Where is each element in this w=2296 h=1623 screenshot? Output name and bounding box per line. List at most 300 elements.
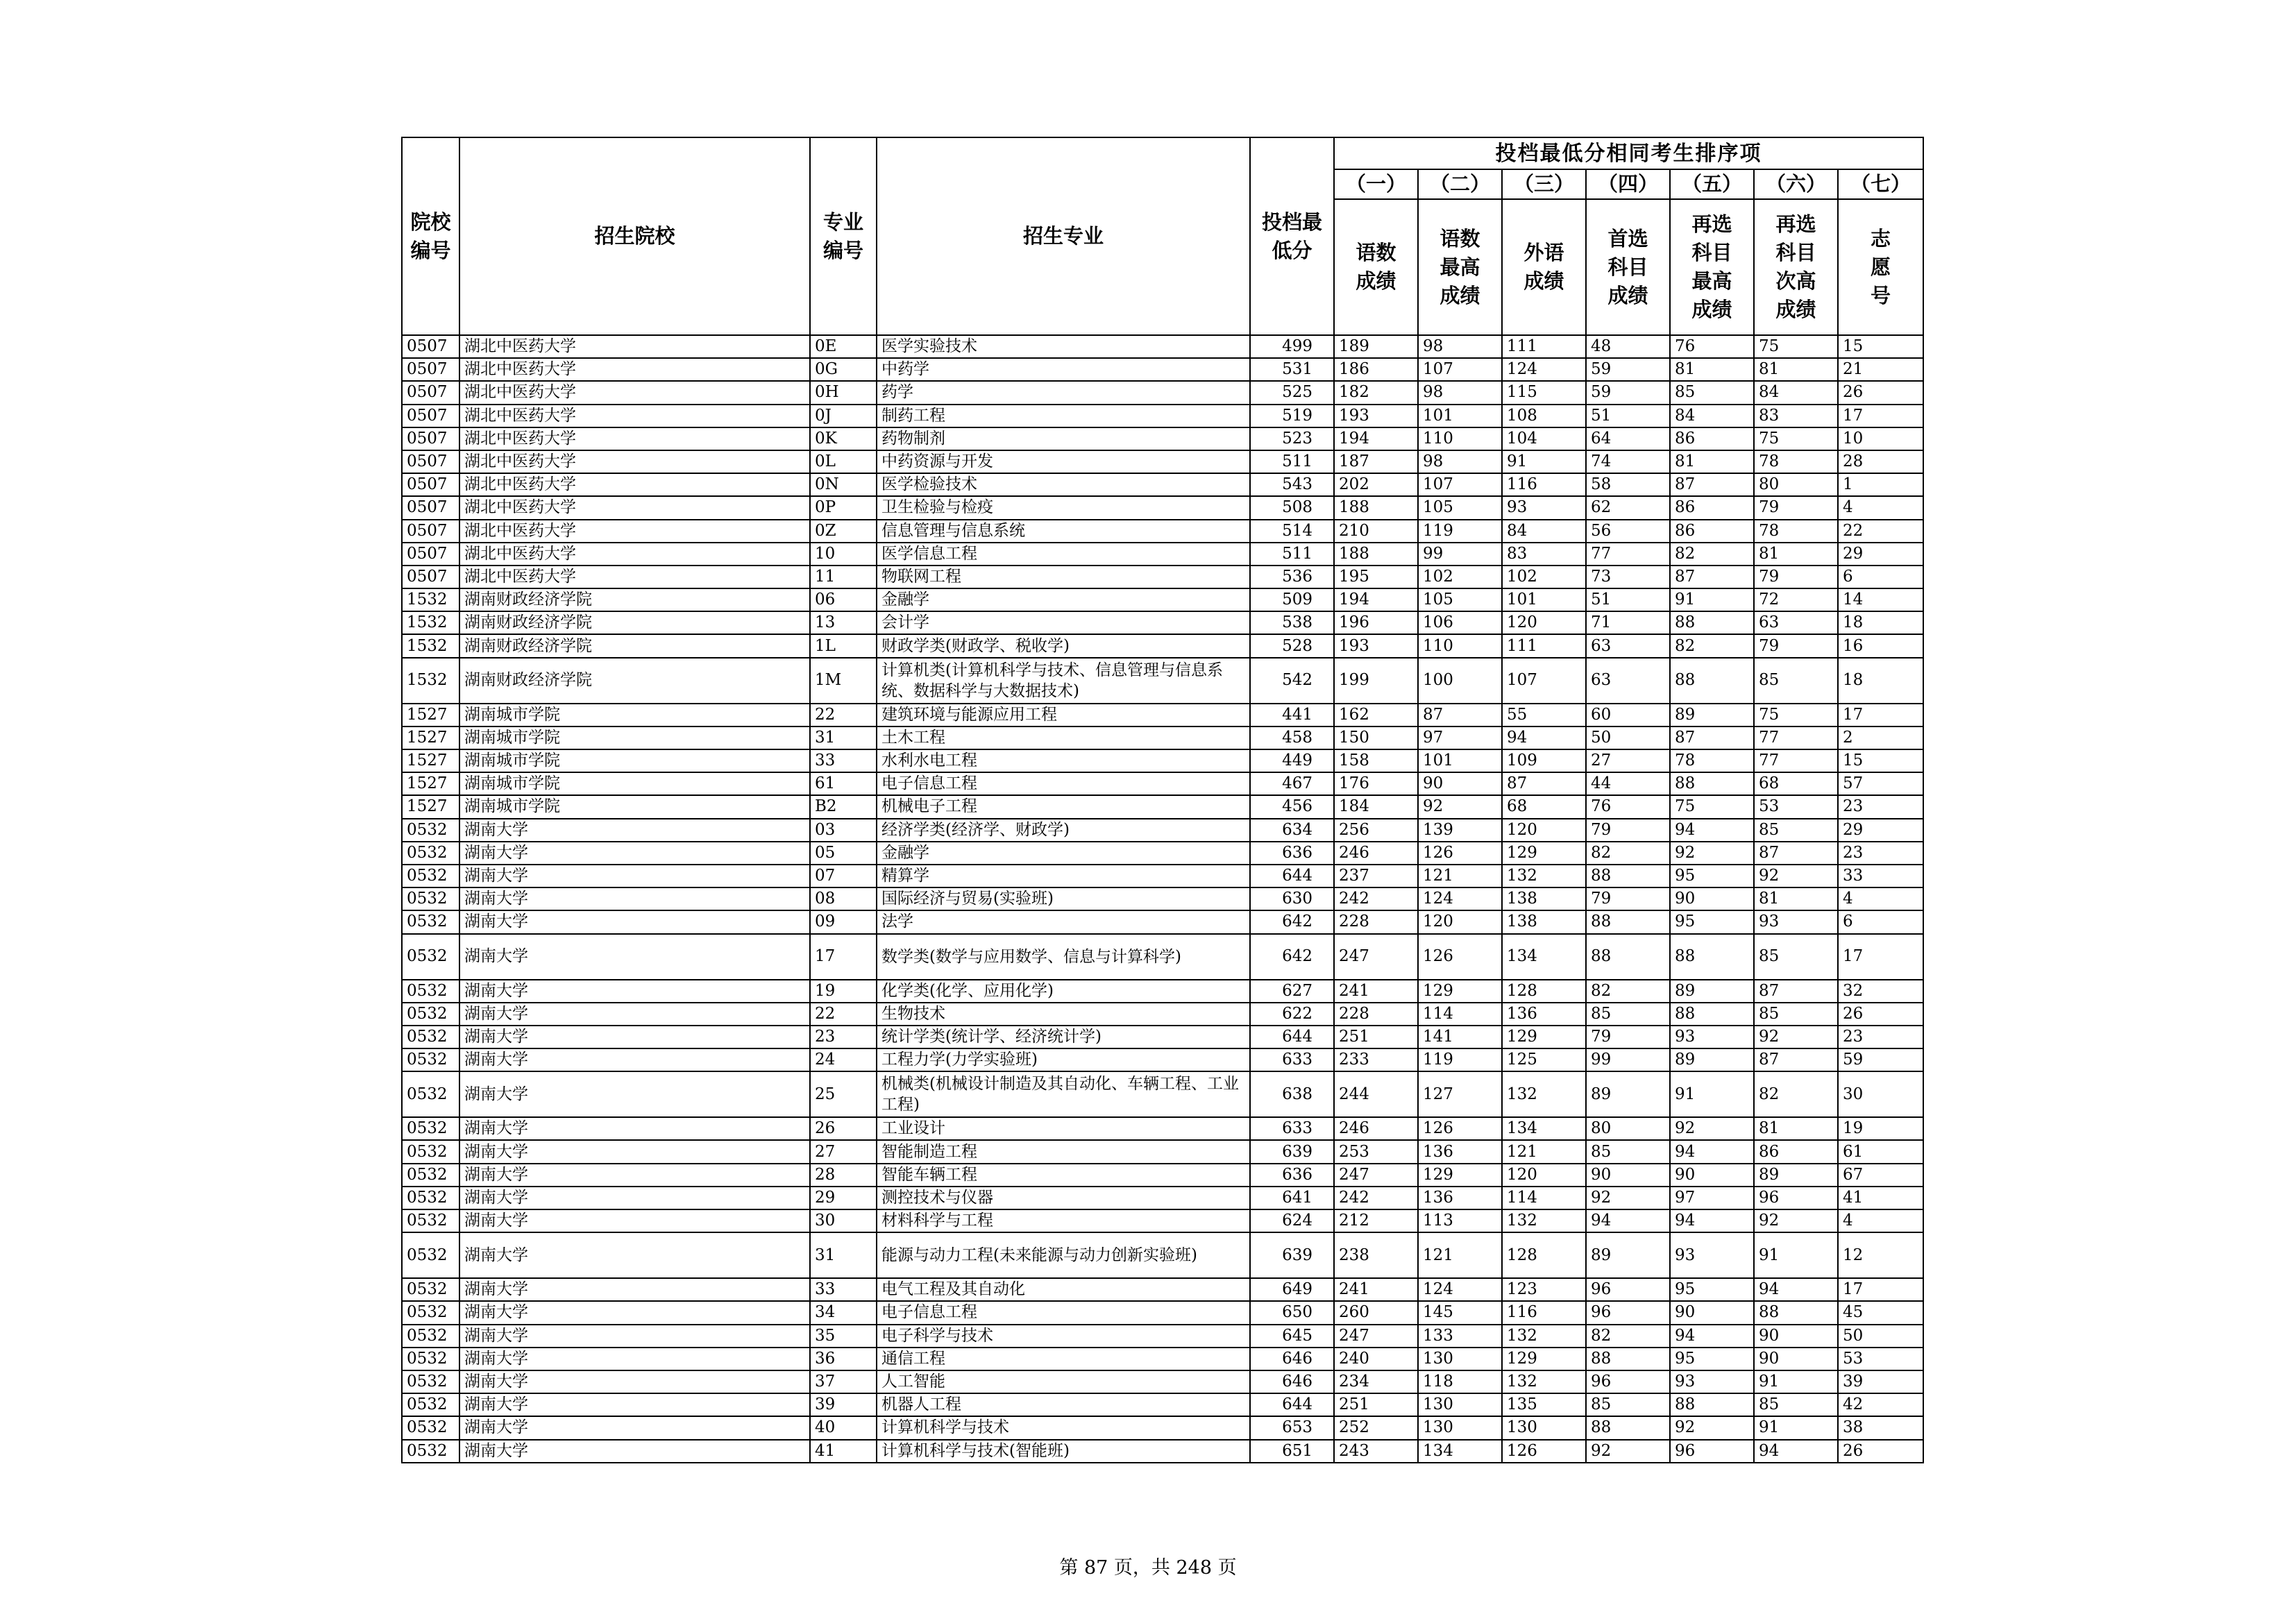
cell-major: 计算机科学与技术(智能班) <box>877 1440 1250 1463</box>
cell-major: 金融学 <box>877 842 1250 865</box>
cell-order-1: 244 <box>1334 1071 1418 1117</box>
cell-college: 湖南大学 <box>459 1071 810 1117</box>
cell-order-6: 86 <box>1754 1140 1838 1163</box>
cell-order-4: 94 <box>1586 1209 1670 1232</box>
cell-order-2: 105 <box>1418 588 1502 611</box>
cell-order-7: 4 <box>1838 1209 1923 1232</box>
cell-major-code: 19 <box>810 980 877 1003</box>
cell-major: 计算机科学与技术 <box>877 1416 1250 1439</box>
header-min-score: 投档最低分 <box>1250 137 1334 335</box>
header-criterion-5: 再选科目最高成绩 <box>1670 199 1754 335</box>
cell-major-code: 26 <box>810 1117 877 1140</box>
table-row <box>402 1348 1923 1370</box>
cell-order-7: 38 <box>1838 1416 1923 1439</box>
cell-major: 工业设计 <box>877 1117 1250 1140</box>
header-order-1: （一） <box>1334 169 1418 199</box>
cell-order-1: 247 <box>1334 934 1418 980</box>
cell-major: 中药学 <box>877 358 1250 381</box>
cell-order-4: 48 <box>1586 335 1670 358</box>
cell-order-6: 53 <box>1754 795 1838 818</box>
cell-major: 人工智能 <box>877 1370 1250 1393</box>
cell-min-score: 645 <box>1250 1325 1334 1348</box>
cell-order-6: 84 <box>1754 381 1838 404</box>
cell-min-score: 536 <box>1250 566 1334 588</box>
cell-order-2: 98 <box>1418 335 1502 358</box>
cell-college: 湖南大学 <box>459 1325 810 1348</box>
cell-order-5: 78 <box>1670 749 1754 772</box>
cell-order-2: 130 <box>1418 1393 1502 1416</box>
cell-major-code: 33 <box>810 1278 877 1301</box>
cell-order-6: 79 <box>1754 566 1838 588</box>
cell-college: 湖南大学 <box>459 934 810 980</box>
cell-order-5: 93 <box>1670 1232 1754 1278</box>
table-body <box>402 335 1923 1463</box>
cell-order-3: 115 <box>1502 381 1586 404</box>
cell-order-3: 128 <box>1502 980 1586 1003</box>
cell-min-score: 646 <box>1250 1348 1334 1370</box>
cell-order-6: 78 <box>1754 450 1838 473</box>
cell-order-5: 92 <box>1670 1416 1754 1439</box>
cell-major-code: 06 <box>810 588 877 611</box>
cell-order-2: 87 <box>1418 704 1502 726</box>
cell-major: 金融学 <box>877 588 1250 611</box>
cell-order-6: 78 <box>1754 520 1838 543</box>
cell-college-code: 0507 <box>402 450 459 473</box>
header-order-7: （七） <box>1838 169 1923 199</box>
cell-min-score: 633 <box>1250 1048 1334 1071</box>
header-order-6: （六） <box>1754 169 1838 199</box>
cell-order-6: 83 <box>1754 405 1838 427</box>
cell-college-code: 0532 <box>402 865 459 887</box>
cell-order-3: 108 <box>1502 405 1586 427</box>
cell-college-code: 0532 <box>402 1232 459 1278</box>
table-row <box>402 566 1923 588</box>
cell-order-5: 89 <box>1670 980 1754 1003</box>
cell-college-code: 0532 <box>402 1370 459 1393</box>
cell-major-code: 27 <box>810 1140 877 1163</box>
table-row <box>402 450 1923 473</box>
cell-min-score: 634 <box>1250 819 1334 842</box>
table-row <box>402 819 1923 842</box>
cell-order-2: 99 <box>1418 543 1502 566</box>
cell-order-7: 33 <box>1838 865 1923 887</box>
cell-order-2: 118 <box>1418 1370 1502 1393</box>
cell-college: 湖南大学 <box>459 1440 810 1463</box>
cell-order-5: 90 <box>1670 887 1754 910</box>
cell-college: 湖北中医药大学 <box>459 335 810 358</box>
cell-order-6: 81 <box>1754 543 1838 566</box>
cell-order-6: 88 <box>1754 1301 1838 1324</box>
cell-order-1: 176 <box>1334 772 1418 795</box>
cell-major-code: 09 <box>810 910 877 933</box>
cell-major: 中药资源与开发 <box>877 450 1250 473</box>
table-row <box>402 1026 1923 1048</box>
cell-min-score: 542 <box>1250 658 1334 704</box>
cell-major-code: 0H <box>810 381 877 404</box>
cell-order-7: 17 <box>1838 405 1923 427</box>
cell-order-7: 50 <box>1838 1325 1923 1348</box>
cell-college: 湖南大学 <box>459 1348 810 1370</box>
cell-min-score: 531 <box>1250 358 1334 381</box>
cell-order-1: 243 <box>1334 1440 1418 1463</box>
table-row <box>402 934 1923 980</box>
header-order-3: （三） <box>1502 169 1586 199</box>
cell-order-3: 87 <box>1502 772 1586 795</box>
cell-order-1: 182 <box>1334 381 1418 404</box>
cell-order-7: 17 <box>1838 1278 1923 1301</box>
cell-college-code: 1527 <box>402 795 459 818</box>
cell-college-code: 1532 <box>402 588 459 611</box>
cell-major-code: 0P <box>810 496 877 519</box>
cell-major-code: 0Z <box>810 520 877 543</box>
cell-order-6: 91 <box>1754 1416 1838 1439</box>
cell-min-score: 646 <box>1250 1370 1334 1393</box>
cell-major: 制药工程 <box>877 405 1250 427</box>
cell-order-7: 57 <box>1838 772 1923 795</box>
cell-order-7: 23 <box>1838 842 1923 865</box>
cell-major: 会计学 <box>877 611 1250 634</box>
cell-order-5: 81 <box>1670 358 1754 381</box>
cell-college-code: 0532 <box>402 1187 459 1209</box>
cell-order-7: 26 <box>1838 1440 1923 1463</box>
cell-order-1: 246 <box>1334 842 1418 865</box>
cell-major: 电气工程及其自动化 <box>877 1278 1250 1301</box>
cell-college-code: 0532 <box>402 1301 459 1324</box>
cell-college: 湖南大学 <box>459 819 810 842</box>
cell-college: 湖北中医药大学 <box>459 566 810 588</box>
cell-order-3: 134 <box>1502 934 1586 980</box>
cell-order-7: 41 <box>1838 1187 1923 1209</box>
cell-order-6: 81 <box>1754 358 1838 381</box>
cell-major-code: 0J <box>810 405 877 427</box>
cell-order-3: 102 <box>1502 566 1586 588</box>
cell-min-score: 642 <box>1250 934 1334 980</box>
cell-order-1: 193 <box>1334 634 1418 657</box>
cell-order-2: 134 <box>1418 1440 1502 1463</box>
cell-major-code: 61 <box>810 772 877 795</box>
cell-major-code: 28 <box>810 1164 877 1187</box>
cell-order-6: 80 <box>1754 473 1838 496</box>
cell-order-3: 129 <box>1502 1026 1586 1048</box>
cell-min-score: 653 <box>1250 1416 1334 1439</box>
cell-order-4: 89 <box>1586 1232 1670 1278</box>
cell-major: 统计学类(统计学、经济统计学) <box>877 1026 1250 1048</box>
cell-order-4: 62 <box>1586 496 1670 519</box>
cell-college: 湖南大学 <box>459 1048 810 1071</box>
cell-order-2: 119 <box>1418 1048 1502 1071</box>
cell-order-3: 55 <box>1502 704 1586 726</box>
cell-major: 信息管理与信息系统 <box>877 520 1250 543</box>
cell-major: 电子信息工程 <box>877 772 1250 795</box>
cell-college-code: 0507 <box>402 335 459 358</box>
cell-order-6: 92 <box>1754 865 1838 887</box>
cell-order-6: 72 <box>1754 588 1838 611</box>
cell-order-2: 139 <box>1418 819 1502 842</box>
cell-order-2: 121 <box>1418 1232 1502 1278</box>
table-row <box>402 1393 1923 1416</box>
cell-major: 水利水电工程 <box>877 749 1250 772</box>
cell-order-2: 113 <box>1418 1209 1502 1232</box>
cell-major-code: 37 <box>810 1370 877 1393</box>
cell-college: 湖北中医药大学 <box>459 543 810 566</box>
cell-order-3: 101 <box>1502 588 1586 611</box>
cell-order-2: 110 <box>1418 427 1502 450</box>
cell-min-score: 458 <box>1250 726 1334 749</box>
cell-order-1: 241 <box>1334 1278 1418 1301</box>
cell-order-3: 128 <box>1502 1232 1586 1278</box>
cell-major: 精算学 <box>877 865 1250 887</box>
cell-order-5: 81 <box>1670 450 1754 473</box>
cell-order-4: 88 <box>1586 910 1670 933</box>
cell-order-2: 145 <box>1418 1301 1502 1324</box>
cell-min-score: 511 <box>1250 450 1334 473</box>
cell-order-3: 124 <box>1502 358 1586 381</box>
cell-order-5: 90 <box>1670 1164 1754 1187</box>
cell-order-4: 79 <box>1586 1026 1670 1048</box>
cell-order-4: 51 <box>1586 405 1670 427</box>
cell-min-score: 642 <box>1250 910 1334 933</box>
cell-order-7: 29 <box>1838 819 1923 842</box>
cell-order-6: 81 <box>1754 1117 1838 1140</box>
header-criterion-3: 外语成绩 <box>1502 199 1586 335</box>
cell-major-code: 33 <box>810 749 877 772</box>
table-row <box>402 496 1923 519</box>
cell-min-score: 650 <box>1250 1301 1334 1324</box>
cell-order-4: 63 <box>1586 658 1670 704</box>
cell-college-code: 0532 <box>402 1348 459 1370</box>
cell-min-score: 508 <box>1250 496 1334 519</box>
cell-major: 经济学类(经济学、财政学) <box>877 819 1250 842</box>
table-row <box>402 910 1923 933</box>
table-row <box>402 473 1923 496</box>
cell-order-1: 162 <box>1334 704 1418 726</box>
table-row <box>402 381 1923 404</box>
cell-order-3: 93 <box>1502 496 1586 519</box>
cell-order-5: 95 <box>1670 910 1754 933</box>
cell-order-5: 95 <box>1670 865 1754 887</box>
cell-order-2: 129 <box>1418 980 1502 1003</box>
admission-score-sheet <box>401 137 1923 1463</box>
cell-order-1: 246 <box>1334 1117 1418 1140</box>
cell-order-6: 90 <box>1754 1325 1838 1348</box>
cell-order-2: 129 <box>1418 1164 1502 1187</box>
cell-order-1: 252 <box>1334 1416 1418 1439</box>
cell-order-5: 88 <box>1670 1393 1754 1416</box>
cell-order-1: 202 <box>1334 473 1418 496</box>
cell-major-code: 03 <box>810 819 877 842</box>
cell-order-7: 26 <box>1838 1003 1923 1026</box>
cell-order-4: 76 <box>1586 795 1670 818</box>
cell-order-7: 26 <box>1838 381 1923 404</box>
cell-order-2: 133 <box>1418 1325 1502 1348</box>
cell-college-code: 0532 <box>402 1003 459 1026</box>
cell-order-6: 94 <box>1754 1440 1838 1463</box>
cell-major: 机械电子工程 <box>877 795 1250 818</box>
cell-order-1: 187 <box>1334 450 1418 473</box>
cell-order-7: 21 <box>1838 358 1923 381</box>
cell-order-2: 98 <box>1418 450 1502 473</box>
cell-order-2: 97 <box>1418 726 1502 749</box>
cell-order-7: 61 <box>1838 1140 1923 1163</box>
cell-order-4: 51 <box>1586 588 1670 611</box>
cell-college: 湖南大学 <box>459 1393 810 1416</box>
cell-order-4: 71 <box>1586 611 1670 634</box>
table-row <box>402 1140 1923 1163</box>
cell-order-7: 17 <box>1838 934 1923 980</box>
cell-major: 生物技术 <box>877 1003 1250 1026</box>
cell-order-6: 87 <box>1754 842 1838 865</box>
header-college: 招生院校 <box>459 137 810 335</box>
cell-order-6: 82 <box>1754 1071 1838 1117</box>
header-criterion-2: 语数最高成绩 <box>1418 199 1502 335</box>
cell-order-4: 63 <box>1586 634 1670 657</box>
cell-college: 湖北中医药大学 <box>459 381 810 404</box>
cell-major-code: 0L <box>810 450 877 473</box>
cell-order-7: 53 <box>1838 1348 1923 1370</box>
cell-college: 湖南大学 <box>459 910 810 933</box>
table-row <box>402 1301 1923 1324</box>
cell-order-4: 60 <box>1586 704 1670 726</box>
cell-order-3: 120 <box>1502 611 1586 634</box>
cell-order-1: 241 <box>1334 980 1418 1003</box>
cell-order-5: 75 <box>1670 795 1754 818</box>
cell-college: 湖南大学 <box>459 1232 810 1278</box>
cell-order-3: 134 <box>1502 1117 1586 1140</box>
cell-college-code: 0532 <box>402 842 459 865</box>
cell-major-code: 36 <box>810 1348 877 1370</box>
cell-order-1: 234 <box>1334 1370 1418 1393</box>
cell-order-5: 86 <box>1670 427 1754 450</box>
cell-order-5: 88 <box>1670 658 1754 704</box>
cell-order-5: 87 <box>1670 566 1754 588</box>
table-row <box>402 842 1923 865</box>
cell-order-2: 130 <box>1418 1416 1502 1439</box>
cell-college-code: 0532 <box>402 887 459 910</box>
table-row <box>402 704 1923 726</box>
cell-college-code: 0507 <box>402 496 459 519</box>
cell-order-3: 125 <box>1502 1048 1586 1071</box>
cell-college-code: 0532 <box>402 1325 459 1348</box>
table-row <box>402 1440 1923 1463</box>
cell-major: 化学类(化学、应用化学) <box>877 980 1250 1003</box>
cell-college-code: 0532 <box>402 1393 459 1416</box>
table-row <box>402 795 1923 818</box>
cell-major: 材料科学与工程 <box>877 1209 1250 1232</box>
cell-order-5: 88 <box>1670 1003 1754 1026</box>
cell-college-code: 0507 <box>402 358 459 381</box>
cell-major-code: 08 <box>810 887 877 910</box>
cell-order-1: 228 <box>1334 910 1418 933</box>
cell-order-3: 132 <box>1502 1209 1586 1232</box>
cell-college-code: 0507 <box>402 473 459 496</box>
cell-major-code: 0G <box>810 358 877 381</box>
cell-college: 湖北中医药大学 <box>459 450 810 473</box>
cell-order-1: 193 <box>1334 405 1418 427</box>
cell-order-7: 67 <box>1838 1164 1923 1187</box>
cell-order-7: 29 <box>1838 543 1923 566</box>
cell-order-2: 126 <box>1418 934 1502 980</box>
table-row <box>402 543 1923 566</box>
cell-order-6: 92 <box>1754 1026 1838 1048</box>
cell-min-score: 622 <box>1250 1003 1334 1026</box>
cell-order-1: 194 <box>1334 427 1418 450</box>
cell-order-3: 84 <box>1502 520 1586 543</box>
cell-order-4: 99 <box>1586 1048 1670 1071</box>
cell-major-code: 10 <box>810 543 877 566</box>
cell-order-6: 90 <box>1754 1348 1838 1370</box>
cell-major: 药学 <box>877 381 1250 404</box>
cell-major-code: 35 <box>810 1325 877 1348</box>
cell-major: 计算机类(计算机科学与技术、信息管理与信息系统、数据科学与大数据技术) <box>877 658 1250 704</box>
cell-order-6: 85 <box>1754 1393 1838 1416</box>
cell-college-code: 0532 <box>402 934 459 980</box>
cell-college: 湖北中医药大学 <box>459 473 810 496</box>
cell-order-5: 84 <box>1670 405 1754 427</box>
cell-min-score: 638 <box>1250 1071 1334 1117</box>
cell-min-score: 538 <box>1250 611 1334 634</box>
cell-college: 湖南城市学院 <box>459 749 810 772</box>
cell-college: 湖南城市学院 <box>459 795 810 818</box>
cell-order-6: 81 <box>1754 887 1838 910</box>
admission-table <box>401 137 1924 1463</box>
cell-major-code: 0N <box>810 473 877 496</box>
cell-order-4: 80 <box>1586 1117 1670 1140</box>
header-college-code: 院校编号 <box>402 137 459 335</box>
cell-major-code: 34 <box>810 1301 877 1324</box>
cell-order-5: 91 <box>1670 588 1754 611</box>
cell-college-code: 1532 <box>402 634 459 657</box>
table-row <box>402 1416 1923 1439</box>
cell-major: 医学检验技术 <box>877 473 1250 496</box>
cell-order-1: 194 <box>1334 588 1418 611</box>
cell-college-code: 0507 <box>402 520 459 543</box>
cell-order-3: 129 <box>1502 842 1586 865</box>
cell-college-code: 0507 <box>402 427 459 450</box>
cell-major: 卫生检验与检疫 <box>877 496 1250 519</box>
cell-order-1: 150 <box>1334 726 1418 749</box>
cell-college-code: 1532 <box>402 611 459 634</box>
cell-major-code: 13 <box>810 611 877 634</box>
cell-min-score: 523 <box>1250 427 1334 450</box>
cell-order-4: 88 <box>1586 1416 1670 1439</box>
cell-order-6: 85 <box>1754 1003 1838 1026</box>
cell-major-code: 22 <box>810 704 877 726</box>
cell-major-code: 07 <box>810 865 877 887</box>
cell-order-3: 91 <box>1502 450 1586 473</box>
cell-order-7: 39 <box>1838 1370 1923 1393</box>
cell-order-4: 82 <box>1586 842 1670 865</box>
cell-college: 湖南大学 <box>459 842 810 865</box>
cell-order-5: 91 <box>1670 1071 1754 1117</box>
cell-order-3: 116 <box>1502 473 1586 496</box>
cell-order-2: 106 <box>1418 611 1502 634</box>
table-row <box>402 634 1923 657</box>
cell-order-5: 94 <box>1670 1325 1754 1348</box>
cell-order-1: 195 <box>1334 566 1418 588</box>
cell-order-3: 120 <box>1502 819 1586 842</box>
cell-order-3: 109 <box>1502 749 1586 772</box>
cell-college-code: 0532 <box>402 1071 459 1117</box>
cell-major-code: 24 <box>810 1048 877 1071</box>
cell-college-code: 0507 <box>402 405 459 427</box>
cell-college-code: 0532 <box>402 1209 459 1232</box>
cell-major-code: 31 <box>810 1232 877 1278</box>
cell-major: 法学 <box>877 910 1250 933</box>
header-criterion-7: 志愿号 <box>1838 199 1923 335</box>
cell-order-2: 120 <box>1418 910 1502 933</box>
cell-order-5: 94 <box>1670 1209 1754 1232</box>
cell-order-3: 135 <box>1502 1393 1586 1416</box>
